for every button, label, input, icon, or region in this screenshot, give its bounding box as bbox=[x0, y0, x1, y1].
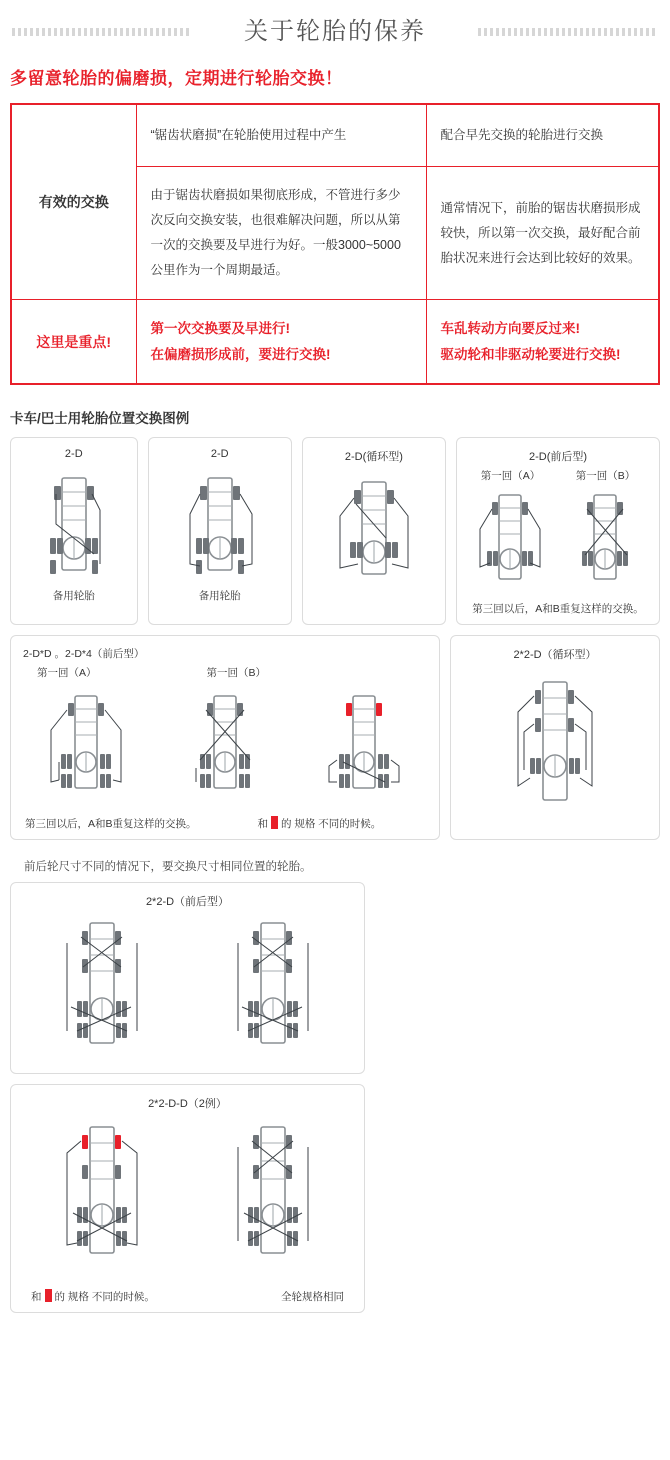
panel-footnote-red-pre: 和 bbox=[257, 818, 268, 831]
panel-footnote: 备用轮胎 bbox=[52, 590, 95, 603]
panel-2d-front-rear bbox=[456, 437, 660, 625]
panel-footnote-red-post: 规格 不同的时候。 bbox=[67, 1291, 155, 1304]
panel-2d-spare-a bbox=[10, 437, 138, 625]
header-rule-left bbox=[12, 28, 192, 36]
panel-caption: 2-D bbox=[210, 448, 229, 461]
table-row bbox=[11, 104, 659, 167]
panel-subcaption-a: 第一回（A） bbox=[480, 470, 541, 483]
panel-footnote-red-mid: 的 bbox=[54, 1291, 65, 1304]
truck-diagram-icon bbox=[198, 1115, 348, 1285]
cell-row3-mid bbox=[136, 300, 426, 385]
panel-subcaptions bbox=[463, 468, 653, 483]
cell-row1-right: 配合早先交换的轮胎进行交换 bbox=[426, 104, 659, 167]
cell-key-point-head: 这里是重点! bbox=[11, 300, 136, 385]
truck-diagram-icon bbox=[314, 468, 434, 604]
panel-subcaptions bbox=[17, 665, 433, 680]
truck-diagram-icon bbox=[160, 682, 290, 812]
red-tire-swatch-icon bbox=[271, 816, 278, 829]
page-title: 关于轮胎的保养 bbox=[230, 11, 440, 46]
row3-right-line1: 车乱转动方向要反过来! bbox=[440, 321, 580, 336]
cell-row3-right bbox=[426, 300, 659, 385]
truck-pair bbox=[17, 913, 358, 1065]
truck-triple bbox=[17, 682, 433, 812]
truck-diagram-icon bbox=[466, 485, 556, 597]
page-header bbox=[0, 6, 670, 50]
panel-footnote-row bbox=[17, 816, 433, 831]
panel-footnote-left bbox=[31, 1289, 155, 1304]
truck-pair bbox=[463, 485, 653, 597]
panel-subcaption-b: 第一回（B） bbox=[206, 667, 267, 680]
panel-row-3 bbox=[10, 882, 660, 1074]
panel-caption: 2-D(前后型) bbox=[528, 451, 588, 464]
cell-row1-mid: “锯齿状磨损”在轮胎使用过程中产生 bbox=[136, 104, 426, 167]
truck-diagram-icon bbox=[561, 485, 651, 597]
panel-2d-cyclic bbox=[302, 437, 446, 625]
panel-row-2 bbox=[10, 635, 660, 840]
panel-2x2d-cyclic bbox=[450, 635, 660, 840]
panel-footnote-red-pre: 和 bbox=[31, 1291, 42, 1304]
panel-row-4 bbox=[10, 1084, 660, 1313]
lead-text: 多留意轮胎的偏磨损，定期进行轮胎交换！ bbox=[10, 69, 343, 88]
section-title: 卡车/巴士用轮胎位置交换图例 bbox=[10, 411, 190, 427]
panel-2x2dd-two-cases bbox=[10, 1084, 365, 1313]
truck-diagram-icon bbox=[22, 464, 126, 584]
panel-footnote-right: 全轮规格相同 bbox=[281, 1291, 344, 1304]
truck-diagram-icon bbox=[160, 464, 280, 584]
panel-footnote-red-post: 规格 不同的时候。 bbox=[294, 818, 382, 831]
panel-caption: 2*2-D-D（2例） bbox=[148, 1098, 227, 1111]
row3-right-line2: 驱动轮和非驱动轮要进行交换! bbox=[440, 346, 621, 362]
header-rule-right bbox=[478, 28, 658, 36]
truck-diagram-icon bbox=[27, 1115, 177, 1285]
panel-2dd-front-rear bbox=[10, 635, 440, 840]
truck-diagram-icon bbox=[299, 682, 429, 812]
red-tire-swatch-icon bbox=[45, 1289, 52, 1302]
panel-caption: 2*2-D（循环型） bbox=[513, 649, 597, 662]
truck-diagram-icon bbox=[198, 913, 348, 1065]
panel-footnote: 第三回以后，A和B重复这样的交换。 bbox=[25, 818, 197, 831]
panel-footnote: 第三回以后，A和B重复这样的交换。 bbox=[472, 603, 644, 616]
table-row bbox=[11, 300, 659, 385]
diagram-panels bbox=[10, 437, 660, 1313]
panel-caption: 2-D*D 。2-D*4（前后型） bbox=[23, 648, 145, 661]
row3-mid-line1: 第一次交换要及早进行! bbox=[150, 321, 290, 336]
truck-diagram-icon bbox=[480, 666, 630, 826]
panel-caption: 2*2-D（前后型） bbox=[145, 896, 230, 909]
tire-maintenance-table bbox=[10, 103, 660, 385]
panel-caption: 2-D(循环型) bbox=[344, 451, 403, 464]
panel-row-1 bbox=[10, 437, 660, 625]
panel-caption: 2-D bbox=[64, 448, 83, 461]
panel-2d-spare-b bbox=[148, 437, 292, 625]
cell-row2-mid: 由于锯齿状磨损如果彻底形成，不管进行多少次反向交换安装，也很难解决问题，所以从第一次的交换要及早进行为好。一般3000~5000公里作为一个周期最适。 bbox=[136, 167, 426, 300]
truck-pair bbox=[17, 1115, 358, 1285]
truck-diagram-icon bbox=[27, 913, 177, 1065]
panel-footnote-row bbox=[17, 1289, 358, 1304]
row3-mid-line2: 在偏磨损形成前，要进行交换! bbox=[150, 346, 331, 362]
panel-2x2d-front-rear bbox=[10, 882, 365, 1074]
panel-footnote: 备用轮胎 bbox=[198, 590, 241, 603]
truck-diagram-icon bbox=[21, 682, 151, 812]
panel-footnote-red-mid: 的 bbox=[280, 818, 292, 831]
panel-subcaption-a: 第一回（A） bbox=[37, 667, 97, 680]
cell-effective-exchange-head: 有效的交换 bbox=[11, 104, 136, 300]
diagram-note: 前后轮尺寸不同的情况下，要交换尺寸相同位置的轮胎。 bbox=[24, 861, 312, 874]
panel-subcaption-b: 第一回（B） bbox=[575, 470, 636, 483]
cell-row2-right: 通常情况下，前胎的锯齿状磨损形成较快，所以第一次交换，最好配合前胎状况来进行会达到比较好的效果。 bbox=[426, 167, 659, 300]
